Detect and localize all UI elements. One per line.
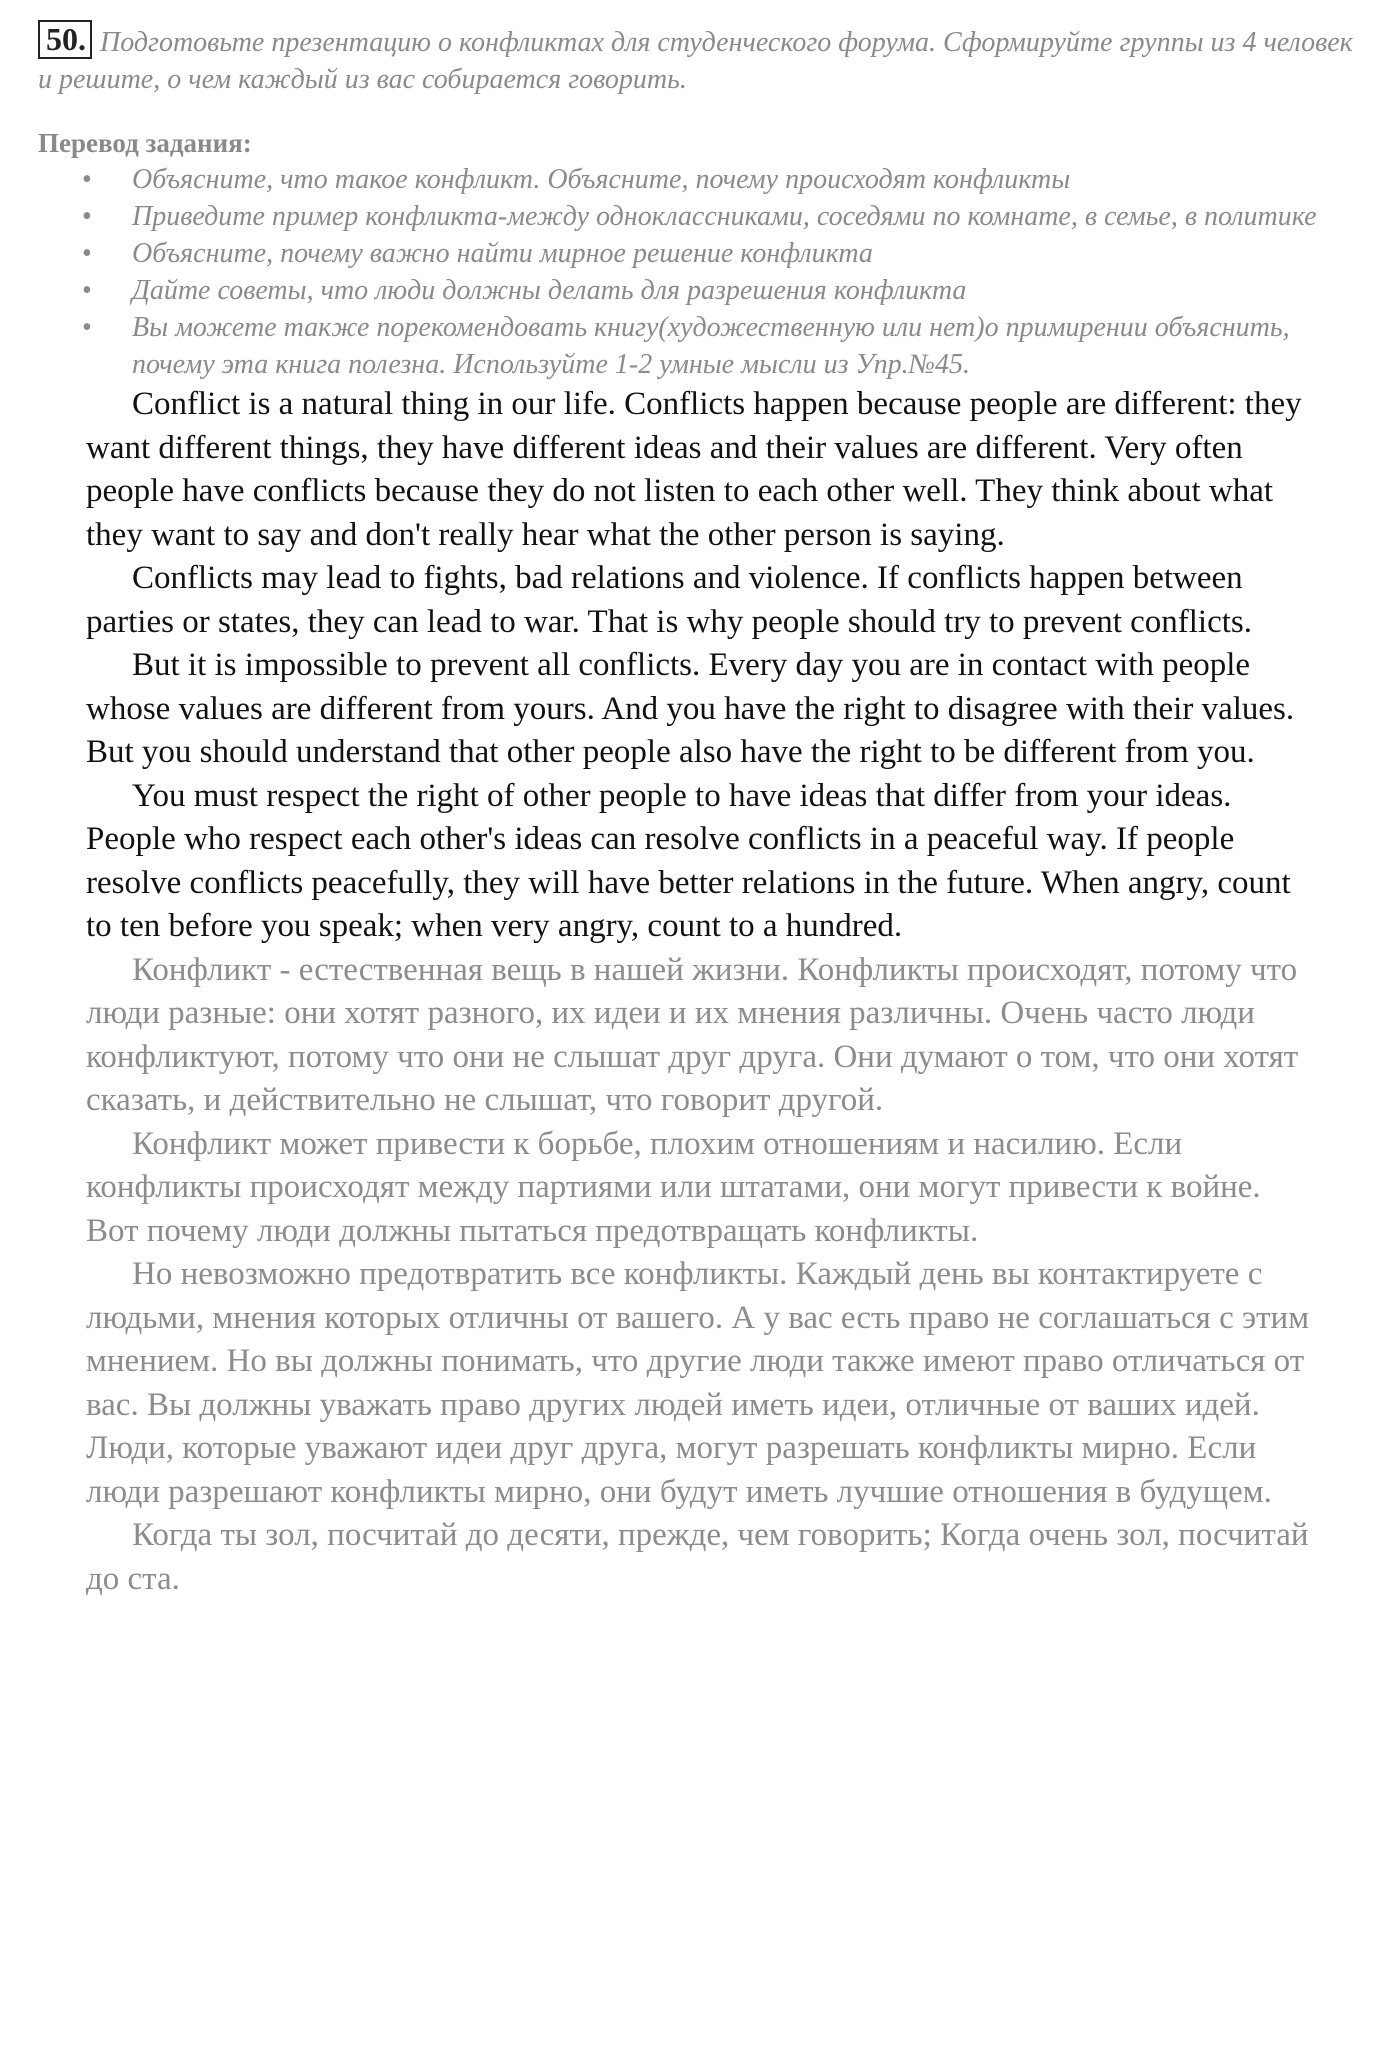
bullet-dot-icon: • [82, 164, 92, 195]
translation-label: Перевод задания: [38, 128, 252, 158]
bullet-text: Приведите пример конфликта-между одноклассниками, соседями по комнате, в семье, в политике [132, 201, 1317, 232]
russian-paragraph: Конфликт может привести к борьбе, плохим отношениям и насилию. Если конфликты происходят между партиями или штатами, они могут привести к войне. Вот почему люди должны пытаться предотвращать конфликты. [86, 1125, 1261, 1249]
bullet-item [82, 272, 1360, 309]
russian-translation-text [38, 949, 1360, 1602]
task-header [38, 20, 1360, 98]
russian-paragraph: Конфликт - естественная вещь в нашей жизни. Конфликты происходят, потому что люди разные: они хотят разного, их идеи и их мнения различны. Очень часто люди конфликтуют, потому что они не слышат друг друга. Они думают о том, что они хотят сказать, и действительно не слышат, что говорит другой. [86, 951, 1299, 1118]
bullet-text: Вы можете также порекомендовать книгу(художественную или нет)о примирении объяснить, почему эта книга полезна. Используйте 1-2 умные мысли из Упр.№45. [132, 312, 1290, 380]
bullet-item [82, 161, 1360, 198]
task-instruction: Подготовьте презентацию о конфликтах для студенческого форума. Сформируйте группы из 4 человек и решите, о чем каждый из вас собирается говорить. [38, 27, 1353, 95]
english-answer-text [38, 383, 1360, 949]
bullet-dot-icon: • [82, 238, 92, 269]
russian-paragraph: Но невозможно предотвратить все конфликты. Каждый день вы контактируете с людьми, мнения которых отличны от вашего. А у вас есть право не соглашаться с этим мнением. Но вы должны понимать, что другие люди также имеют право отличаться от вас. Вы должны уважать право других людей иметь идеи, отличные от ваших идей. Люди, которые уважают идеи друг друга, могут разрешать конфликты мирно. Если люди разрешают конфликты мирно, они будут иметь лучшие отношения в будущем. [86, 1256, 1310, 1510]
russian-paragraph: Когда ты зол, посчитай до десяти, прежде, чем говорить; Когда очень зол, посчитай до ста. [86, 1517, 1309, 1597]
bullet-dot-icon: • [82, 275, 92, 306]
bullet-dot-icon: • [82, 201, 92, 232]
bullet-item [82, 309, 1360, 383]
task-number-box: 50. [38, 20, 92, 59]
english-paragraph: You must respect the right of other people to have ideas that differ from your ideas. People who respect each other's ideas can resolve conflicts in a peaceful way. If people resolve conflicts peacefully, they will have better relations in the future. When angry, count to ten before you speak; when very angry, count to a hundred. [86, 777, 1291, 944]
bullet-text: Объясните, почему важно найти мирное решение конфликта [132, 238, 873, 269]
bullet-text: Дайте советы, что люди должны делать для разрешения конфликта [132, 275, 967, 306]
bullet-dot-icon: • [82, 312, 92, 343]
bullet-text: Объясните, что такое конфликт. Объясните, почему происходят конфликты [132, 164, 1071, 195]
bullet-item [82, 198, 1360, 235]
english-paragraph: Conflicts may lead to fights, bad relations and violence. If conflicts happen between parties or states, they can lead to war. That is why people should try to prevent conflicts. [86, 560, 1253, 640]
english-paragraph: But it is impossible to prevent all conflicts. Every day you are in contact with people whose values are different from yours. And you have the right to disagree with their values. But you should understand that other people also have the right to be different from you. [86, 647, 1295, 770]
english-paragraph: Conflict is a natural thing in our life. Conflicts happen because people are different: they want different things, they have different ideas and their values are different. Very often people have conflicts because they do not listen to each other well. They think about what they want to say and don't really hear what the other person is saying. [86, 386, 1302, 553]
translation-bullet-list [38, 161, 1360, 383]
bullet-item [82, 235, 1360, 272]
